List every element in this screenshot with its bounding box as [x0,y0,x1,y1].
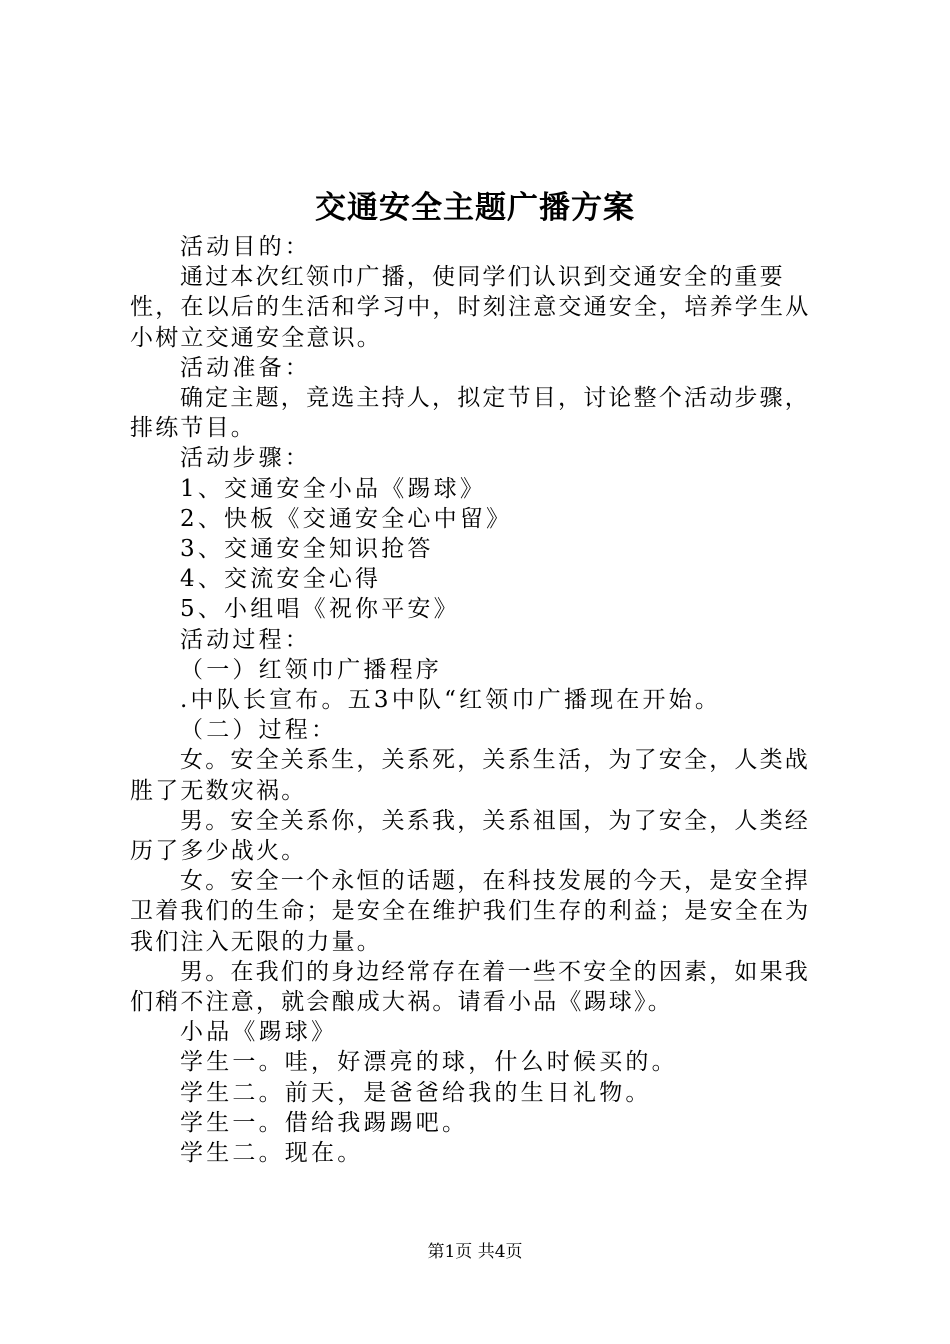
list-item-step-1: 1、交通安全小品《踢球》 [180,475,487,502]
paragraph-dialogue: 女。安全关系生，关系死，关系生活，为了安全，人类战胜了无数灾祸。 [130,747,810,804]
paragraph-heading-purpose: 活动目的： [180,234,311,260]
paragraph-heading-process: 活动过程： [180,626,311,653]
document-title: 交通安全主题广播方案 [315,190,635,226]
paragraph-subheading-program: （一）红领巾广播程序 [180,656,442,683]
paragraph-dialogue: 学生二。现在。 [180,1140,364,1167]
list-item-step-2: 2、快板《交通安全心中留》 [180,505,513,532]
paragraph-subheading-process: （二）过程： [180,717,338,744]
list-item-step-4: 4、交流安全心得 [180,566,382,593]
page-number-footer: 第1页 共4页 [427,1242,523,1262]
paragraph-dialogue: 男。在我们的身边经常存在着一些不安全的因素，如果我们稍不注意，就会酿成大祸。请看小品《踢球》。 [130,958,810,1016]
paragraph-purpose: 通过本次红领巾广播，使同学们认识到交通安全的重要性，在以后的生活和学习中，时刻注意交通安全，培养学生从小树立交通安全意识。 [130,264,811,351]
paragraph-preparation: 确定主题，竞选主持人，拟定节目，讨论整个活动步骤，排练节目。 [130,385,810,442]
paragraph-heading-steps: 活动步骤： [180,445,311,472]
paragraph-heading-preparation: 活动准备： [180,354,311,381]
paragraph-skit-title: 小品《踢球》 [180,1019,338,1046]
paragraph-dialogue: 女。安全一个永恒的话题，在科技发展的今天，是安全捍卫着我们的生命；是安全在维护我们生存的利益；是安全在为我们注入无限的力量。 [130,868,811,955]
paragraph-dialogue: 学生二。前天，是爸爸给我的生日礼物。 [180,1079,652,1106]
document-body [130,232,832,1168]
list-item-step-3: 3、交通安全知识抢答 [180,536,434,563]
paragraph-dialogue: 学生一。哇，好漂亮的球，什么时候买的。 [180,1049,678,1076]
paragraph-announcement: .中队长宣布。五3中队“红领巾广播现在开始。 [180,687,722,714]
list-item-step-5: 5、小组唱《祝你平安》 [180,596,460,623]
paragraph-dialogue: 学生一。借给我踢踢吧。 [180,1109,469,1136]
paragraph-dialogue: 男。安全关系你，关系我，关系祖国，为了安全，人类经历了多少战火。 [130,807,810,865]
